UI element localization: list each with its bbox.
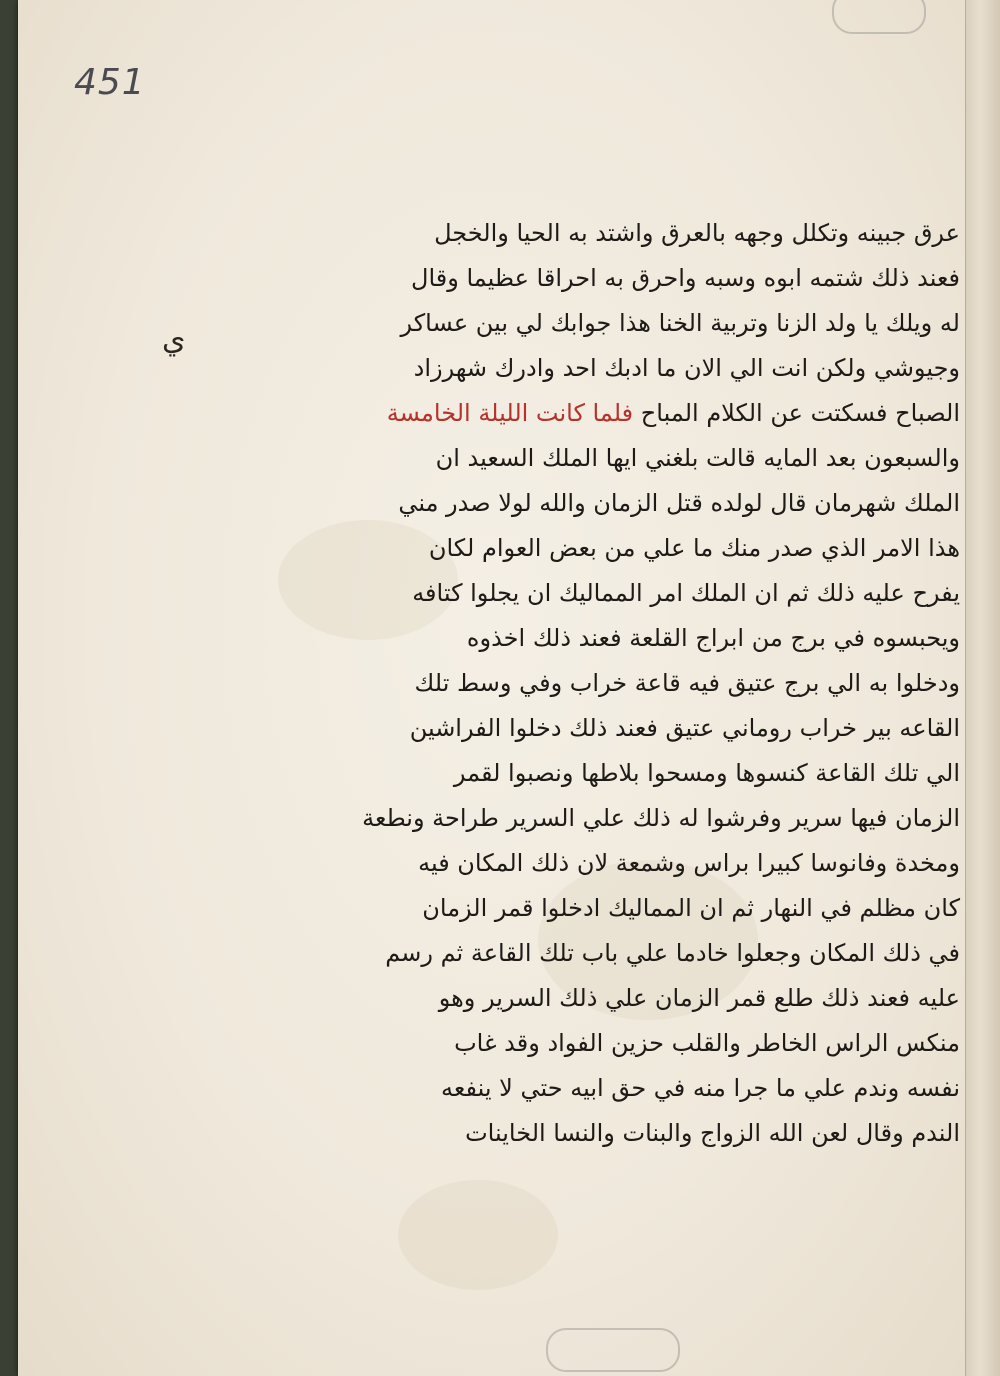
text-line: الملك شهرمان قال لولده قتل الزمان والله لولا صدر مني [398,489,960,517]
margin-note: ي [162,322,186,357]
text-line: ومخدة وفانوسا كبيرا براس وشمعة لان ذلك المكان فيه [418,849,960,877]
text-line: الي تلك القاعة كنسوها ومسحوا بلاطها ونصبوا لقمر [453,759,960,787]
folio-number: 451 [74,62,146,103]
text-line: عليه فعند ذلك طلع قمر الزمان علي ذلك السرير وهو [438,984,960,1012]
rubric-night-heading: فلما كانت الليلة الخامسة [386,399,634,427]
text-line: في ذلك المكان وجعلوا خادما علي باب تلك القاعة ثم رسم [385,939,960,967]
next-page-edge [965,0,1000,1376]
text-line: الصباح فسكتت عن الكلام المباح فلما كانت الليلة الخامسة [386,399,960,427]
text-line: هذا الامر الذي صدر منك ما علي من بعض العوام لكان [428,534,960,562]
text-line: وجيوشي ولكن انت الي الان ما ادبك احد وادرك شهرزاد [413,354,960,382]
text-line: نفسه وندم علي ما جرا منه في حق ابيه حتي لا ينفعه [441,1074,960,1102]
page-clip-bottom [546,1328,680,1372]
text-line: له ويلك يا ولد الزنا وتربية الخنا هذا جوابك لي بين عساكر [400,309,960,337]
text-line: يفرح عليه ذلك ثم ان الملك امر المماليك ان يجلوا كتافه [412,579,960,607]
text-line: القاعه بير خراب روماني عتيق فعند ذلك دخلوا الفراشين [409,714,960,742]
text-line: منكس الراس الخاطر والقلب حزين الفواد وقد غاب [454,1029,960,1057]
text-line: ويحبسوه في برج من ابراج القلعة فعند ذلك اخذوه [466,624,960,652]
paper-stain [398,1180,558,1290]
text-line: كان مظلم في النهار ثم ان المماليك ادخلوا قمر الزمان [422,894,960,922]
text-line: الندم وقال لعن الله الزواج والبنات والنسا الخاينات [465,1119,960,1147]
text-line: ودخلوا به الي برج عتيق فيه قاعة خراب وفي وسط تلك [414,669,960,697]
page-clip-top [832,0,926,34]
text-line: فعند ذلك شتمه ابوه وسبه واحرق به احراقا عظيما وقال [411,264,960,292]
text-line: عرق جبينه وتكلل وجهه بالعرق واشتد به الحيا والخجل [434,219,960,247]
text-line: والسبعون بعد المايه قالت بلغني ايها الملك السعيد ان [435,444,960,472]
text-line: الزمان فيها سرير وفرشوا له ذلك علي السرير طراحة ونطعة [362,804,960,832]
